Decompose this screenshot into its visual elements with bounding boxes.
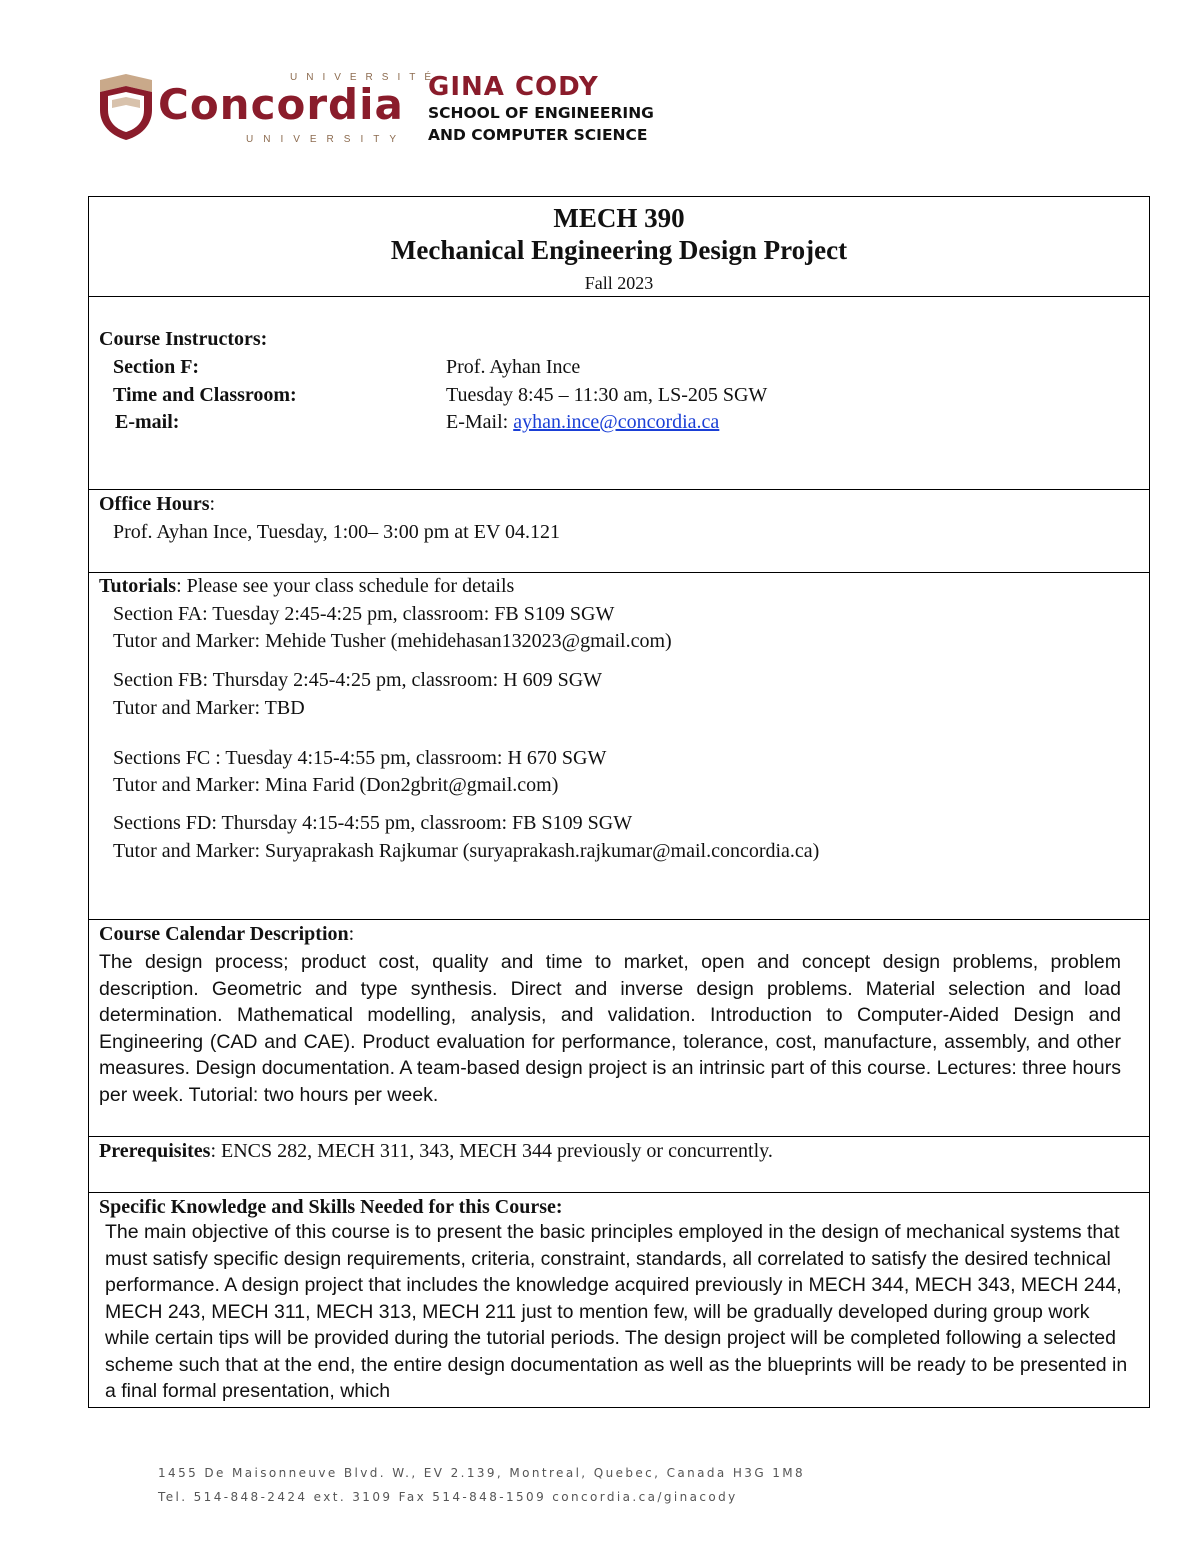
tutorial-tutor: Tutor and Marker: Suryaprakash Rajkumar (suryaprakash.rajkumar@mail.concordia.ca) bbox=[113, 840, 820, 862]
tutorial-tutor: Tutor and Marker: TBD bbox=[113, 697, 305, 719]
office-hours-text: Prof. Ayhan Ince, Tuesday, 1:00– 3:00 pm at EV 04.121 bbox=[113, 521, 561, 543]
university-bottom-label: UNIVERSITY bbox=[246, 134, 407, 145]
office-hours-heading-line bbox=[99, 491, 215, 518]
calendar-colon: : bbox=[348, 923, 355, 945]
tutorials-intro: : Please see your class schedule for details bbox=[176, 575, 515, 597]
tutorials-heading-line bbox=[99, 573, 514, 600]
tutorial-schedule: Sections FC : Tuesday 4:15-4:55 pm, classroom: H 670 SGW bbox=[113, 747, 607, 769]
instructor-email-link[interactable]: ayhan.ince@concordia.ca bbox=[513, 411, 720, 433]
time-label: Time and Classroom: bbox=[113, 384, 297, 406]
university-top-label: UNIVERSITÉ bbox=[290, 72, 441, 83]
footer-address: 1455 De Maisonneuve Blvd. W., EV 2.139, Montreal, Quebec, Canada H3G 1M8 bbox=[158, 1466, 806, 1480]
course-code: MECH 390 bbox=[553, 203, 685, 233]
section-value: Prof. Ayhan Ince bbox=[446, 356, 581, 378]
calendar-description-text: The design process; product cost, quality and time to market, open and concept design problems, problem description. Geometric and type synthesis. Direct and inverse design problems. Material selection and load determination. Mathematical modelling, analysis, and validation. Introduction to Computer-Aided Design and Engineering (CAD and CAE). Product evaluation for performance, tolerance, cost, manufacture, assembly, and other measures. Design documentation. A team-based design project is an intrinsic part of this course. Lectures: three hours per week. Tutorial: two hours per week. bbox=[99, 951, 1121, 1106]
time-value: Tuesday 8:45 – 11:30 am, LS-205 SGW bbox=[446, 384, 768, 406]
tutorial-schedule: Sections FD: Thursday 4:15-4:55 pm, classroom: FB S109 SGW bbox=[113, 812, 633, 834]
tutorial-schedule: Section FB: Thursday 2:45-4:25 pm, classroom: H 609 SGW bbox=[113, 669, 603, 691]
office-hours-section bbox=[89, 490, 1149, 573]
school-line-2: AND COMPUTER SCIENCE bbox=[428, 126, 648, 144]
prerequisites-section bbox=[89, 1137, 1149, 1193]
header-logos bbox=[96, 68, 716, 154]
section-label: Section F: bbox=[113, 356, 200, 378]
tutorial-tutor: Tutor and Marker: Mina Farid (Don2gbrit@gmail.com) bbox=[113, 774, 559, 796]
title-section bbox=[89, 197, 1149, 297]
prerequisites-text: : ENCS 282, MECH 311, 343, MECH 344 previously or concurrently. bbox=[210, 1140, 773, 1162]
course-term: Fall 2023 bbox=[584, 273, 654, 293]
calendar-heading-line bbox=[99, 921, 354, 948]
university-name: Concordia bbox=[158, 80, 404, 129]
email-label: E-mail: bbox=[115, 411, 180, 433]
school-line-1: SCHOOL OF ENGINEERING bbox=[428, 104, 654, 122]
office-hours-heading: Office Hours bbox=[99, 493, 210, 515]
office-hours-colon: : bbox=[209, 493, 216, 515]
instructors-heading: Course Instructors: bbox=[99, 328, 268, 350]
calendar-heading: Course Calendar Description bbox=[99, 923, 349, 945]
prerequisites-line bbox=[99, 1138, 773, 1165]
tutorial-tutor: Tutor and Marker: Mehide Tusher (mehidehasan132023@gmail.com) bbox=[113, 630, 672, 652]
concordia-shield-icon bbox=[96, 70, 156, 142]
course-name: Mechanical Engineering Design Project bbox=[390, 235, 848, 265]
skills-heading: Specific Knowledge and Skills Needed for this Course: bbox=[99, 1196, 563, 1218]
tutorials-heading: Tutorials bbox=[99, 575, 177, 597]
tutorial-schedule: Section FA: Tuesday 2:45-4:25 pm, classroom: FB S109 SGW bbox=[113, 603, 615, 625]
instructors-section bbox=[89, 297, 1149, 490]
prerequisites-heading: Prerequisites bbox=[99, 1140, 211, 1162]
tutorials-section bbox=[89, 573, 1149, 920]
footer-contact: Tel. 514-848-2424 ext. 3109 Fax 514-848-1509 concordia.ca/ginacody bbox=[158, 1490, 738, 1504]
calendar-description-section bbox=[89, 920, 1149, 1137]
email-line bbox=[446, 409, 719, 436]
skills-text: The main objective of this course is to present the basic principles employed in the design of mechanical systems that must satisfy specific design requirements, criteria, constraint, standards, all correlated to satisfy the desired technical performance. A design project that includes the knowledge acquired previously in MECH 344, MECH 343, MECH 244, MECH 243, MECH 311, MECH 313, MECH 211 just to mention few, will be gradually developed during group work while certain tips will be provided during the tutorial periods. The design project will be completed following a selected scheme such that at the end, the entire design documentation as well as the blueprints will be ready to be presented in a final formal presentation, which bbox=[105, 1221, 1128, 1402]
skills-section bbox=[89, 1193, 1149, 1409]
course-outline-table bbox=[88, 196, 1150, 1408]
email-prefix: E-Mail: bbox=[446, 411, 514, 433]
school-name: GINA CODY bbox=[428, 72, 599, 102]
